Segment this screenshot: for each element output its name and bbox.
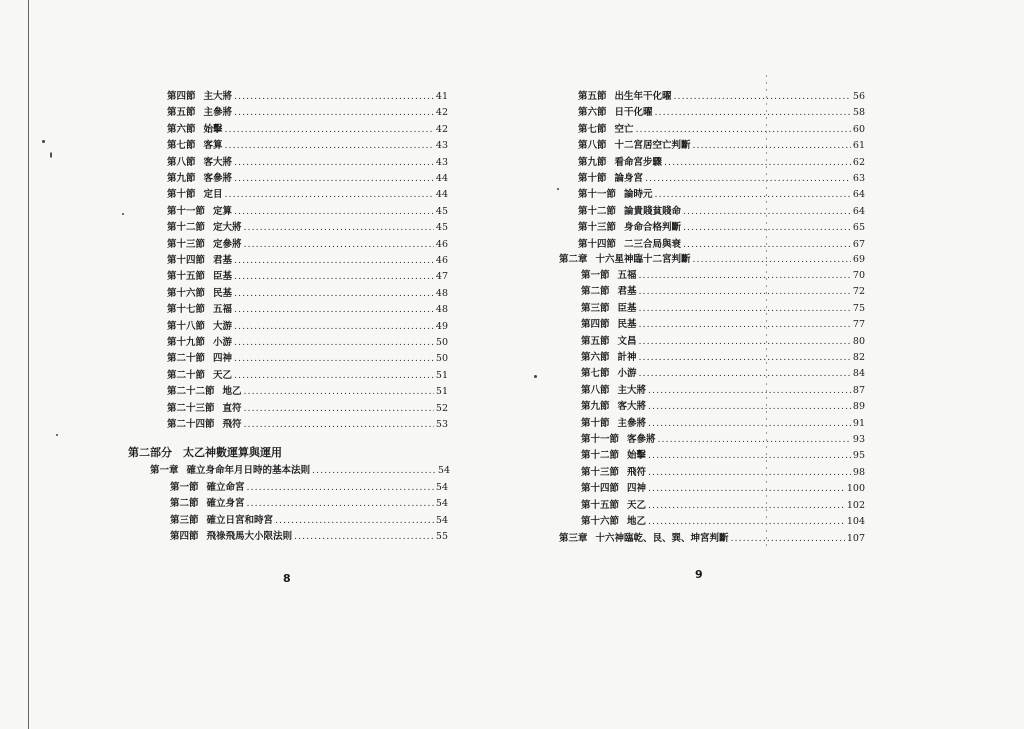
section-number: 第三節: [170, 514, 199, 526]
page-number: 104: [846, 516, 865, 527]
toc-entry: [167, 187, 448, 203]
fold-marks: [766, 75, 767, 550]
section-number: 第九節: [167, 173, 196, 184]
section-number: 第七節: [578, 123, 607, 135]
toc-entry: [578, 138, 865, 154]
section-number: 第十四節: [578, 238, 617, 250]
section-number: 第七節: [167, 140, 196, 152]
section-number: 第二十節: [167, 353, 206, 365]
scan-speck: [122, 213, 124, 215]
section-number: 第六節: [578, 107, 607, 119]
page-number: 98: [852, 466, 865, 478]
toc-entry: [581, 448, 865, 464]
section-title: 地乙: [627, 516, 647, 527]
scan-speck: [534, 375, 537, 378]
dot-leader: [312, 463, 436, 479]
page-number: 44: [435, 189, 448, 201]
dot-leader: [244, 417, 434, 433]
page-number: 54: [435, 498, 448, 510]
section-number: 第十節: [578, 173, 607, 184]
chapter-page-number: 69: [852, 254, 865, 265]
chapter-number: 第二章: [559, 254, 588, 265]
dot-leader: [648, 448, 851, 464]
toc-entry: [170, 480, 448, 496]
section-title: 四神: [213, 353, 233, 365]
page-number: 82: [852, 352, 865, 363]
page-number: 53: [435, 419, 448, 430]
scan-speck: [56, 434, 58, 436]
page-number: 43: [435, 140, 448, 152]
chapter-title: 十六神臨乾、艮、巽、坤宮判斷: [595, 533, 729, 544]
section-title: 直符: [222, 402, 242, 414]
section-number: 第十三節: [167, 238, 206, 250]
dot-leader: [639, 284, 851, 300]
toc-entry: [167, 269, 448, 285]
toc-entry: [167, 401, 448, 417]
section-title: 始擊: [627, 450, 647, 462]
part-heading: [128, 445, 328, 461]
dot-leader: [648, 383, 851, 399]
section-title: 客大將: [617, 401, 647, 413]
toc-entry: [581, 317, 865, 333]
section-number: 第一節: [581, 270, 610, 281]
dot-leader: [648, 481, 845, 497]
toc-entry: [167, 89, 448, 105]
section-title: 定算: [213, 205, 233, 217]
dot-leader: [648, 416, 851, 432]
page-number: 84: [852, 368, 865, 380]
section-title: 客參將: [203, 173, 233, 184]
section-title: 客參將: [627, 434, 656, 445]
chapter-title: 確立身命年月日時的基本法則: [186, 465, 311, 476]
page-number: 50: [435, 337, 448, 348]
page-number: 61: [852, 140, 865, 152]
dot-leader: [234, 368, 434, 384]
page-number: 75: [852, 302, 865, 314]
dot-leader: [234, 286, 434, 302]
toc-entry: [578, 237, 865, 253]
section-title: 十二宮居空亡判斷: [614, 140, 691, 152]
section-title: 確立身宮: [206, 498, 245, 510]
dot-leader: [639, 301, 851, 317]
page-number: 47: [435, 271, 448, 283]
toc-entry: [167, 368, 448, 384]
section-number: 第十節: [167, 189, 196, 201]
toc-entry: [581, 498, 865, 514]
section-title: 民基: [213, 287, 233, 299]
dot-leader: [234, 351, 434, 367]
page-number: 44: [435, 173, 448, 184]
dot-leader: [639, 350, 851, 366]
section-number: 第六節: [581, 352, 610, 363]
dot-leader: [247, 480, 434, 496]
right-page: [512, 0, 1024, 729]
section-title: 四神: [627, 483, 647, 495]
page-number: 100: [846, 483, 865, 495]
section-title: 小游: [617, 368, 637, 380]
toc-entry: [581, 284, 865, 300]
section-number: 第十二節: [167, 222, 206, 234]
toc-entry: [167, 204, 448, 220]
section-number: 第一節: [170, 482, 199, 493]
section-title: 定參將: [213, 238, 242, 250]
section-title: 論身宮: [614, 173, 644, 184]
toc-entry: [167, 384, 448, 400]
toc-entry: [578, 171, 865, 187]
toc-entry: [167, 319, 448, 335]
toc-entry: [581, 350, 865, 366]
section-title: 文昌: [617, 335, 637, 347]
section-title: 五福: [213, 304, 233, 316]
page-number: 46: [435, 238, 448, 250]
section-title: 始擊: [203, 123, 223, 135]
dot-leader: [225, 122, 434, 138]
dot-leader: [234, 171, 434, 187]
dot-leader: [225, 187, 434, 203]
page-number: 54: [435, 514, 448, 526]
dot-leader: [234, 269, 434, 285]
dot-leader: [648, 465, 851, 481]
chapter-entry: [559, 252, 865, 268]
dot-leader: [731, 531, 845, 547]
page-number: 51: [435, 369, 448, 381]
section-title: 計神: [617, 352, 637, 363]
section-title: 二三合局與衰: [624, 238, 682, 250]
page-number: 63: [852, 173, 865, 184]
section-title: 身命合格判斷: [624, 222, 682, 234]
scan-speck: [557, 188, 559, 190]
page-number: 87: [852, 384, 865, 396]
section-number: 第十二節: [581, 450, 620, 462]
toc-entry: [581, 366, 865, 382]
section-title: 日干化曜: [614, 107, 653, 119]
page-number: 50: [435, 353, 448, 365]
chapter-entry: [150, 463, 450, 479]
section-number: 第七節: [581, 368, 610, 380]
page-number-left: 8: [283, 572, 291, 585]
chapter-entry: [559, 531, 865, 547]
chapter-page-number: 54: [437, 465, 450, 476]
page-number: 55: [435, 530, 448, 542]
toc-entry: [170, 513, 448, 529]
toc-entry: [170, 529, 448, 545]
toc-entry: [167, 335, 448, 351]
dot-leader: [645, 171, 851, 187]
section-number: 第五節: [578, 91, 607, 102]
section-title: 出生年干化曜: [614, 91, 672, 102]
toc-entry: [578, 204, 865, 220]
section-title: 君基: [213, 255, 233, 266]
toc-entry: [581, 481, 865, 497]
page-number: 41: [435, 91, 448, 102]
dot-leader: [275, 513, 434, 529]
section-title: 論貴賤貧賤命: [624, 205, 682, 217]
page-number: 64: [852, 205, 865, 217]
section-number: 第十六節: [581, 516, 620, 527]
page-number: 64: [852, 189, 865, 201]
chapter-number: 第三章: [559, 533, 588, 544]
section-number: 第十六節: [167, 287, 206, 299]
scan-speck: [50, 152, 52, 158]
section-title: 主參將: [203, 107, 233, 119]
section-number: 第十八節: [167, 320, 206, 332]
section-title: 天乙: [213, 369, 233, 381]
dot-leader: [244, 237, 434, 253]
dot-leader: [234, 319, 434, 335]
toc-entry: [167, 417, 448, 433]
toc-entry: [578, 187, 865, 203]
dot-leader: [639, 334, 851, 350]
toc-entry: [167, 237, 448, 253]
page-number: 48: [435, 287, 448, 299]
section-number: 第六節: [167, 123, 196, 135]
page-number: 52: [435, 402, 448, 414]
section-title: 地乙: [222, 386, 242, 398]
page-number: 46: [435, 255, 448, 266]
page-number: 93: [852, 434, 865, 445]
section-title: 論時元: [624, 189, 653, 201]
toc-entry: [167, 105, 448, 121]
toc-entry: [581, 301, 865, 317]
toc-entry: [167, 155, 448, 171]
dot-leader: [648, 399, 851, 415]
dot-leader: [234, 253, 434, 269]
page-number: 65: [852, 222, 865, 234]
section-number: 第九節: [581, 401, 610, 413]
page-number: 54: [435, 482, 448, 493]
section-number: 第十節: [581, 417, 610, 429]
section-number: 第十七節: [167, 304, 206, 316]
toc-entry: [578, 155, 865, 171]
page-number: 70: [852, 270, 865, 281]
section-number: 第十三節: [581, 466, 620, 478]
toc-entry: [581, 416, 865, 432]
page-number: 80: [852, 335, 865, 347]
section-number: 第十一節: [581, 434, 620, 445]
section-number: 第八節: [167, 156, 196, 168]
section-title: 確立日宮和時宮: [206, 514, 274, 526]
toc-entry: [581, 514, 865, 530]
section-number: 第二節: [170, 498, 199, 510]
page-number: 45: [435, 222, 448, 234]
section-number: 第二十三節: [167, 402, 215, 414]
scan-speck: [42, 140, 45, 143]
section-title: 客大將: [203, 156, 233, 168]
section-title: 定大將: [213, 222, 242, 234]
dot-leader: [294, 529, 434, 545]
section-title: 飛符: [627, 466, 647, 478]
section-number: 第八節: [578, 140, 607, 152]
section-title: 確立命宮: [206, 482, 245, 493]
section-number: 第十三節: [578, 222, 617, 234]
page-number: 48: [435, 304, 448, 316]
toc-entry: [581, 268, 865, 284]
section-number: 第四節: [167, 91, 196, 102]
dot-leader: [234, 89, 434, 105]
section-number: 第二十節: [167, 369, 206, 381]
page-number: 51: [435, 386, 448, 398]
section-number: 第十四節: [167, 255, 206, 266]
section-number: 第二十四節: [167, 419, 215, 430]
toc-entry: [581, 432, 865, 448]
toc-entry: [167, 122, 448, 138]
dot-leader: [234, 302, 434, 318]
toc-entry: [578, 89, 865, 105]
section-title: 飛祿飛馬大小限法則: [206, 530, 293, 542]
binding-line: [28, 0, 29, 729]
section-title: 主大將: [203, 91, 233, 102]
toc-entry: [578, 220, 865, 236]
dot-leader: [247, 496, 434, 512]
page-number: 91: [852, 417, 865, 429]
page-number: 89: [852, 401, 865, 413]
page-number: 56: [852, 91, 865, 102]
page-number: 42: [435, 107, 448, 119]
section-number: 第十五節: [167, 271, 206, 283]
toc-entry: [167, 138, 448, 154]
section-number: 第十一節: [167, 205, 206, 217]
section-number: 第五節: [167, 107, 196, 119]
dot-leader: [693, 138, 851, 154]
section-title: 定目: [203, 189, 223, 201]
dot-leader: [639, 317, 851, 333]
section-number: 第九節: [578, 156, 607, 168]
section-title: 空亡: [614, 123, 634, 135]
section-title: 小游: [213, 337, 233, 348]
dot-leader: [639, 366, 851, 382]
dot-leader: [244, 384, 434, 400]
section-title: 臣基: [213, 271, 233, 283]
section-number: 第四節: [581, 319, 610, 331]
page-number: 42: [435, 123, 448, 135]
dot-leader: [693, 252, 851, 268]
section-title: 君基: [617, 286, 637, 298]
dot-leader: [664, 155, 851, 171]
toc-entry: [167, 171, 448, 187]
dot-leader: [655, 187, 851, 203]
dot-leader: [636, 122, 851, 138]
toc-entry: [578, 105, 865, 121]
section-number: 第二十二節: [167, 386, 215, 398]
section-number: 第十四節: [581, 483, 620, 495]
toc-entry: [170, 496, 448, 512]
dot-leader: [225, 138, 434, 154]
chapter-number: 第一章: [150, 465, 179, 476]
section-title: 主參將: [617, 417, 647, 429]
section-number: 第二節: [581, 286, 610, 298]
page-number: 72: [852, 286, 865, 298]
section-title: 民基: [617, 319, 637, 331]
section-number: 第十五節: [581, 499, 620, 511]
page-number-right: 9: [695, 568, 703, 581]
section-number: 第五節: [581, 335, 610, 347]
toc-entry: [581, 334, 865, 350]
section-title: 天乙: [627, 499, 647, 511]
section-number: 第四節: [170, 530, 199, 542]
toc-entry: [578, 122, 865, 138]
toc-entry: [167, 286, 448, 302]
section-number: 第三節: [581, 302, 610, 314]
section-title: 主大將: [617, 384, 647, 396]
dot-leader: [234, 105, 434, 121]
dot-leader: [648, 514, 845, 530]
page-number: 43: [435, 156, 448, 168]
toc-entry: [167, 253, 448, 269]
section-title: 飛符: [222, 419, 242, 430]
section-number: 第十九節: [167, 337, 206, 348]
section-title: 大游: [213, 320, 233, 332]
dot-leader: [244, 401, 434, 417]
page-number: 58: [852, 107, 865, 119]
dot-leader: [234, 155, 434, 171]
chapter-page-number: 107: [846, 533, 865, 544]
page-number: 77: [852, 319, 865, 331]
page-number: 60: [852, 123, 865, 135]
section-title: 臣基: [617, 302, 637, 314]
dot-leader: [655, 105, 851, 121]
section-number: 第十二節: [578, 205, 617, 217]
dot-leader: [244, 220, 434, 236]
part-heading-text: 第二部分 太乙神數運算與運用: [128, 446, 282, 459]
dot-leader: [234, 204, 434, 220]
toc-entry: [581, 399, 865, 415]
section-title: 看命宮步驟: [614, 156, 663, 168]
section-title: 客算: [203, 140, 223, 152]
page-number: 45: [435, 205, 448, 217]
page-number: 49: [435, 320, 448, 332]
chapter-title: 十六星神臨十二宮判斷: [595, 254, 691, 265]
toc-entry: [167, 220, 448, 236]
dot-leader: [648, 498, 845, 514]
dot-leader: [639, 268, 851, 284]
dot-leader: [234, 335, 434, 351]
page-number: 67: [852, 238, 865, 250]
section-number: 第八節: [581, 384, 610, 396]
page-number: 95: [852, 450, 865, 462]
toc-entry: [167, 302, 448, 318]
dot-leader: [658, 432, 851, 448]
section-title: 五福: [617, 270, 637, 281]
page-number: 102: [846, 499, 865, 511]
page-number: 62: [852, 156, 865, 168]
toc-entry: [581, 465, 865, 481]
dot-leader: [674, 89, 851, 105]
toc-entry: [167, 351, 448, 367]
toc-entry: [581, 383, 865, 399]
section-number: 第十一節: [578, 189, 617, 201]
